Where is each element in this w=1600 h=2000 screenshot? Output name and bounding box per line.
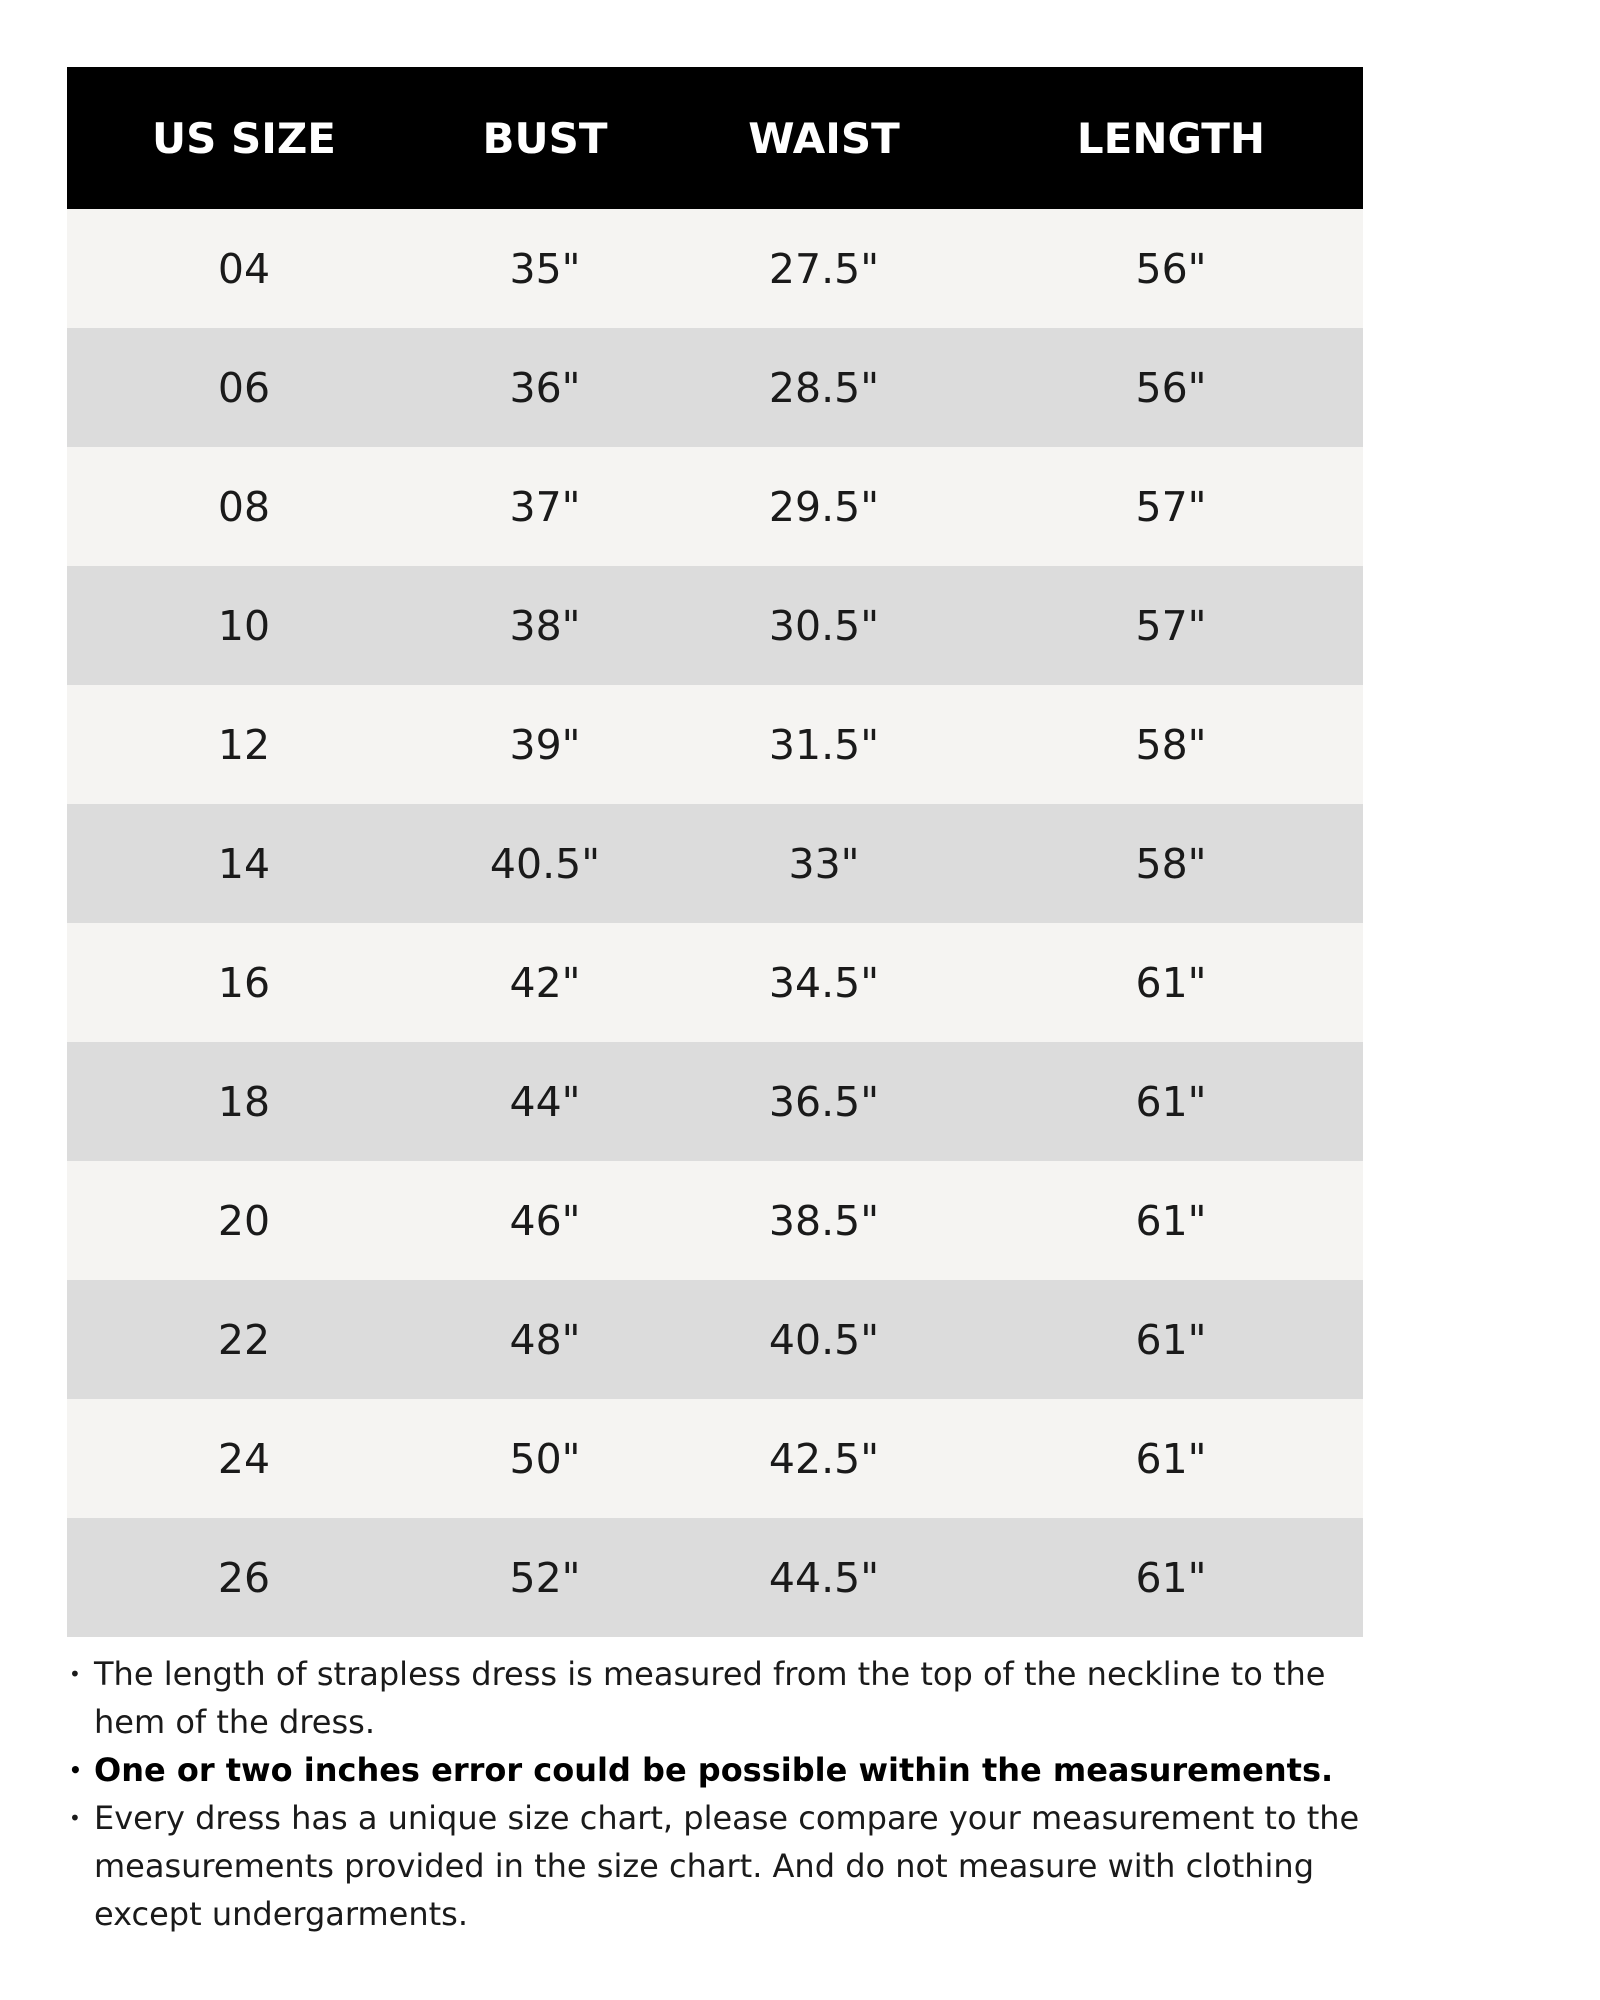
table-row — [67, 1399, 1363, 1518]
table-row — [67, 923, 1363, 1042]
cell-length: 61" — [979, 1280, 1363, 1399]
table-row — [67, 804, 1363, 923]
cell-length: 56" — [979, 209, 1363, 328]
cell-bust: 38" — [421, 566, 669, 685]
cell-length: 57" — [979, 447, 1363, 566]
cell-bust: 44" — [421, 1042, 669, 1161]
cell-waist: 42.5" — [669, 1399, 979, 1518]
cell-us-size: 18 — [67, 1042, 421, 1161]
size-chart-notes — [67, 1650, 1367, 1938]
cell-waist: 34.5" — [669, 923, 979, 1042]
header-waist: WAIST — [669, 67, 979, 209]
table-row — [67, 1042, 1363, 1161]
cell-length: 61" — [979, 1042, 1363, 1161]
cell-us-size: 20 — [67, 1161, 421, 1280]
cell-bust: 35" — [421, 209, 669, 328]
cell-length: 61" — [979, 1518, 1363, 1637]
note-length-measurement: • The length of strapless dress is measured from the top of the neckline to the hem of the dress. — [67, 1650, 1367, 1746]
table-row — [67, 209, 1363, 328]
cell-bust: 52" — [421, 1518, 669, 1637]
table-row — [67, 685, 1363, 804]
cell-waist: 29.5" — [669, 447, 979, 566]
note-measurement-error: • One or two inches error could be possible within the measurements. — [67, 1746, 1367, 1794]
cell-us-size: 16 — [67, 923, 421, 1042]
size-chart-header — [67, 67, 1363, 209]
cell-bust: 39" — [421, 685, 669, 804]
cell-length: 58" — [979, 685, 1363, 804]
cell-us-size: 04 — [67, 209, 421, 328]
cell-us-size: 06 — [67, 328, 421, 447]
cell-bust: 48" — [421, 1280, 669, 1399]
cell-waist: 31.5" — [669, 685, 979, 804]
cell-length: 61" — [979, 1161, 1363, 1280]
cell-bust: 36" — [421, 328, 669, 447]
table-row — [67, 566, 1363, 685]
header-us-size: US SIZE — [67, 67, 421, 209]
cell-us-size: 22 — [67, 1280, 421, 1399]
cell-us-size: 12 — [67, 685, 421, 804]
cell-waist: 40.5" — [669, 1280, 979, 1399]
table-row — [67, 1161, 1363, 1280]
table-row — [67, 328, 1363, 447]
cell-waist: 33" — [669, 804, 979, 923]
cell-waist: 44.5" — [669, 1518, 979, 1637]
header-bust: BUST — [421, 67, 669, 209]
cell-waist: 38.5" — [669, 1161, 979, 1280]
cell-bust: 46" — [421, 1161, 669, 1280]
table-row — [67, 1280, 1363, 1399]
table-row — [67, 1518, 1363, 1637]
header-row — [67, 67, 1363, 209]
cell-length: 58" — [979, 804, 1363, 923]
cell-waist: 30.5" — [669, 566, 979, 685]
cell-length: 57" — [979, 566, 1363, 685]
note-compare-measurements: • Every dress has a unique size chart, please compare your measurement to the measurements provided in the size chart. And do not measure with clothing except undergarments. — [67, 1794, 1367, 1938]
header-length: LENGTH — [979, 67, 1363, 209]
cell-us-size: 26 — [67, 1518, 421, 1637]
cell-us-size: 14 — [67, 804, 421, 923]
cell-length: 56" — [979, 328, 1363, 447]
cell-bust: 37" — [421, 447, 669, 566]
cell-us-size: 24 — [67, 1399, 421, 1518]
cell-bust: 50" — [421, 1399, 669, 1518]
cell-waist: 36.5" — [669, 1042, 979, 1161]
cell-us-size: 10 — [67, 566, 421, 685]
cell-waist: 27.5" — [669, 209, 979, 328]
cell-us-size: 08 — [67, 447, 421, 566]
cell-bust: 40.5" — [421, 804, 669, 923]
cell-length: 61" — [979, 1399, 1363, 1518]
cell-length: 61" — [979, 923, 1363, 1042]
size-chart-body — [67, 209, 1363, 1637]
cell-waist: 28.5" — [669, 328, 979, 447]
table-row — [67, 447, 1363, 566]
size-chart-table — [67, 67, 1363, 1637]
cell-bust: 42" — [421, 923, 669, 1042]
